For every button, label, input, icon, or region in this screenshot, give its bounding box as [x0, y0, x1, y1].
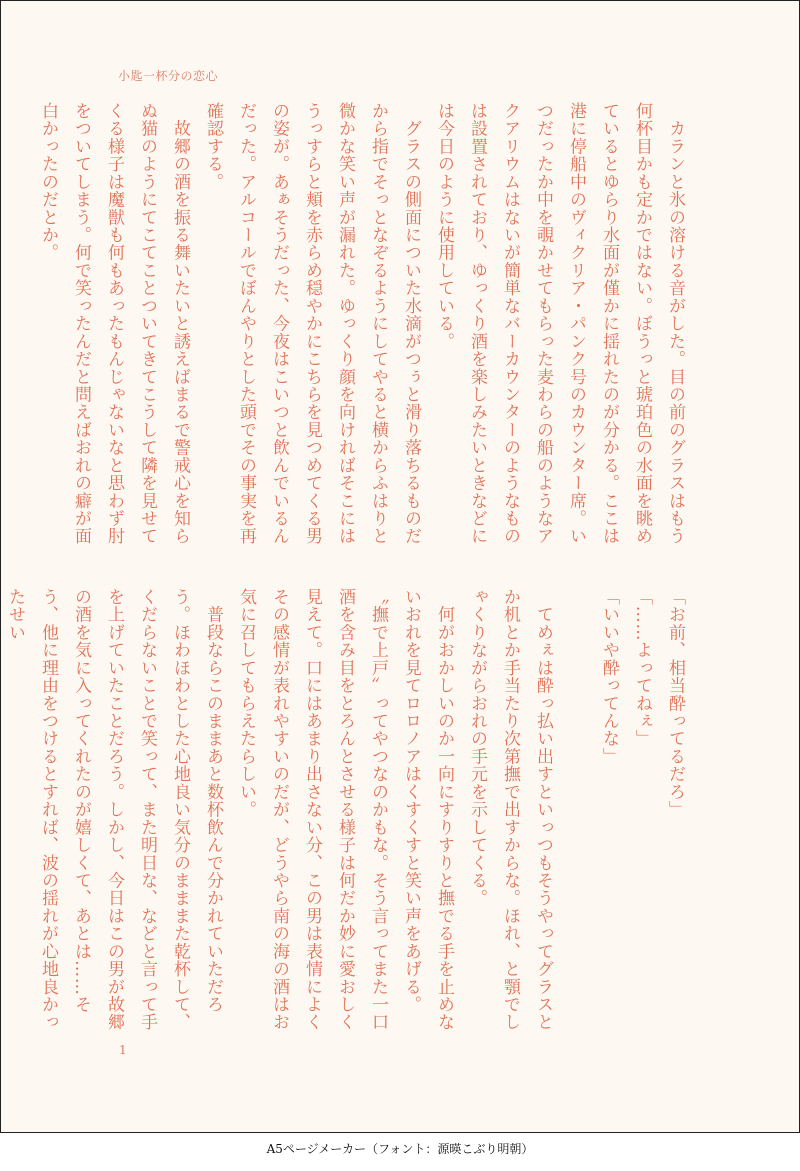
paragraph: 〝撫で上戸〟ってやつなのかもな。そう言ってまた一口酒を含み目をとろんとさせる様子は何だか妙に愛おしく見えて。口にはあまり出さない分、この男は表情によくその感情が表れやすいのだが、どうやら南の海の酒はお気に召してもらえたらしい。 — [236, 588, 388, 1031]
running-title: 小匙一杯分の恋心 — [118, 69, 219, 83]
paragraph: 何がおかしいのか一向にすりすりと撫でる手を止めないおれを見てロロノアはくすくすと笑い声をあげる。 — [401, 588, 454, 1031]
paragraph: 故郷の酒を振る舞いたいと誘えばまるで警戒心を知らぬ猫のようにてこてことついてきてこうして隣を見せてくる様子は魔獣も何もあったもんじゃないなと思わず肘をついてしまう。何で笑ったんだと問えばおれの癖が面白かったのだとか。 — [38, 102, 190, 545]
paragraph: グラスの側面についた水滴がつぅと滑り落ちるものだから指でそっとなぞるようにしてやると横からふはりと微かな笑い声が漏れた。ゆっくり顔を向ければそこにはうっすらと頬を赤らめ穏やかにこちらを見つめてくる男の姿が。あぁそうだった、今夜はこいつと飲んでいるんだった。アルコールでぼんやりとした頭でその事実を再確認する。 — [203, 102, 421, 545]
paragraph: カランと氷の溶ける音がした。目の前のグラスはもう何杯目かも定かではない。ぼうっと琥珀色の水面を眺めているとゆらり水面が僅かに揺れたのが分かる。ここは港に停船中のヴィクリア・パンク号のカウンター席。いつだったか中を覗かせてもらった麦わらの船のようなアクアリウムはないが簡単なバーカウンターのようなものは設置されており、ゆっくり酒を楽しみたいときなどには今日のように使用している。 — [434, 102, 685, 545]
paragraph: てめぇは酔っ払い出すといっつもそうやってグラスとか机とか手当たり次第撫で出すからな。ほれ、と顎でしゃくりながらおれの手元を示してくる。 — [467, 588, 553, 1031]
page-number: 1 — [119, 1043, 127, 1057]
dialogue-line: 「……よってねぇ」 — [632, 588, 652, 748]
dialogue-line: 「お前、相当酔ってるだろ」 — [665, 588, 685, 819]
top-tier-text — [31, 102, 691, 562]
dialogue-line: 「いいや酔ってんな」 — [599, 588, 619, 766]
blank-line — [559, 588, 592, 1048]
caption: A5ページメーカー（フォント：源暎こぶり明朝） — [266, 1142, 534, 1156]
bottom-tier-text — [0, 588, 691, 1048]
paragraph: 普段ならこのままあと数杯飲んで分かれていただろう。ほわほわとした心地良い気分のまままた乾杯して、くだらないことで笑って、また明日な、などと言って手を上げていたことだろう。しかし、今日はこの男が故郷の酒を気に入ってくれたのが嬉しくて、あとは……そう、他に理由をつけるとすれば、波の揺れが心地良かったせい — [5, 588, 223, 1031]
